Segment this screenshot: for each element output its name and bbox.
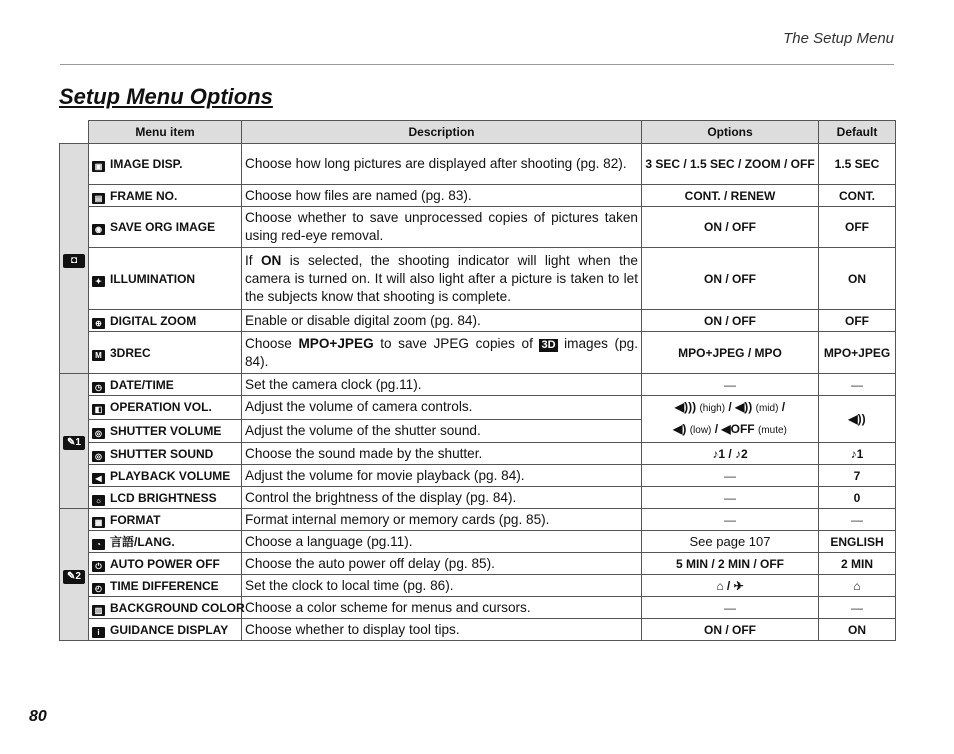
table-row <box>60 619 896 641</box>
description: Enable or disable digital zoom (pg. 84). <box>242 310 642 332</box>
group-wrench-2 <box>60 509 89 641</box>
running-title: The Setup Menu <box>783 30 894 47</box>
table-row <box>60 207 896 248</box>
group-camera <box>60 144 89 374</box>
description: Format internal memory or memory cards (pg. 85). <box>242 509 642 531</box>
table-row <box>60 531 896 553</box>
background-color-icon: ▥ <box>92 605 105 616</box>
table-row <box>60 465 896 487</box>
format-icon: ▦ <box>92 517 105 528</box>
lcd-brightness-icon: ☼ <box>92 495 105 506</box>
header-rule <box>60 64 894 65</box>
table-row <box>60 396 896 420</box>
options: ♪1 / ♪2 <box>642 443 819 465</box>
options: See page 107 <box>642 531 819 553</box>
menu-item-label: SAVE ORG IMAGE <box>110 220 216 234</box>
volume-options: ◀))) (high) / ◀)) (mid) / ◀) (low) / ◀OFF (mute) <box>642 396 819 443</box>
image-disp-icon: ▣ <box>92 161 105 172</box>
description: Adjust the volume for movie playback (pg. 84). <box>242 465 642 487</box>
menu-item-label: ILLUMINATION <box>110 271 196 286</box>
default: — <box>819 509 896 531</box>
default: CONT. <box>819 185 896 207</box>
description: If ON is selected, the shooting indicator will light when the camera is turned on. It will also light after a picture is taken to let the subjects know that shooting is complete. <box>242 248 642 310</box>
corner-cell <box>60 121 89 144</box>
speaker-high-icon: ◀))) <box>674 400 697 414</box>
speaker-off-icon: ◀ <box>721 422 731 436</box>
table-row <box>60 310 896 332</box>
description: Choose a language (pg.11). <box>242 531 642 553</box>
description: Choose whether to display tool tips. <box>242 619 642 641</box>
3d-badge: 3D <box>541 338 556 351</box>
menu-item-label: 言語/LANG. <box>110 534 175 549</box>
group-wrench-1 <box>60 374 89 509</box>
table-row <box>60 509 896 531</box>
camera-icon: ◘ <box>63 254 85 268</box>
options: ON / OFF <box>642 207 819 248</box>
shutter-sound-icon: ◎ <box>92 451 105 462</box>
menu-item-label: IMAGE DISP. <box>110 157 183 171</box>
table-row <box>60 443 896 465</box>
description: Choose MPO+JPEG to save JPEG copies of 3D images (pg. 84). <box>242 332 642 374</box>
illumination-icon: ✦ <box>92 276 105 287</box>
shutter-volume-icon: ◎ <box>92 428 105 439</box>
table-row <box>60 597 896 619</box>
auto-power-off-icon: ⏻ <box>92 561 105 572</box>
table-row <box>60 144 896 185</box>
options: MPO+JPEG / MPO <box>642 332 819 374</box>
col-header-options: Options <box>642 121 819 144</box>
description: Choose whether to save unprocessed copies of pictures taken using red-eye removal. <box>242 207 642 248</box>
default: ON <box>819 619 896 641</box>
description: Choose a color scheme for menus and cursors. <box>242 597 642 619</box>
menu-item-label: FORMAT <box>110 512 161 527</box>
default: OFF <box>819 310 896 332</box>
options: 5 MIN / 2 MIN / OFF <box>642 553 819 575</box>
menu-item-label: DIGITAL ZOOM <box>110 313 197 328</box>
menu-item-label: GUIDANCE DISPLAY <box>110 622 229 637</box>
page-title: Setup Menu Options <box>59 84 273 109</box>
col-header-description: Description <box>242 121 642 144</box>
wrench-2-icon: ✎2 <box>63 570 85 584</box>
page-number: 80 <box>29 708 47 725</box>
description: Control the brightness of the display (pg. 84). <box>242 487 642 509</box>
digital-zoom-icon: ⊕ <box>92 318 105 329</box>
language-icon: ◔ <box>92 539 105 550</box>
options: — <box>642 374 819 396</box>
menu-item-label: FRAME NO. <box>110 188 178 203</box>
mpo-icon: M <box>92 350 105 361</box>
menu-item-label: AUTO POWER OFF <box>110 556 220 571</box>
menu-item-label: SHUTTER VOLUME <box>110 423 222 438</box>
menu-item-label: SHUTTER SOUND <box>110 446 214 461</box>
options: ON / OFF <box>642 248 819 310</box>
menu-item-label: 3DREC <box>110 345 151 360</box>
options: ON / OFF <box>642 619 819 641</box>
table-row <box>60 553 896 575</box>
table-row <box>60 374 896 396</box>
col-header-default: Default <box>819 121 896 144</box>
table-row <box>60 487 896 509</box>
default: 2 MIN <box>819 553 896 575</box>
description: Adjust the volume of the shutter sound. <box>242 419 642 443</box>
default: — <box>819 374 896 396</box>
description: Choose how long pictures are displayed after shooting (pg. 82). <box>242 144 642 185</box>
options: — <box>642 465 819 487</box>
speaker-mid-icon: ◀)) <box>848 412 866 426</box>
options: ⌂ / ✈ <box>642 575 819 597</box>
table-row <box>60 332 896 374</box>
menu-item-label: DATE/TIME <box>110 377 174 392</box>
operation-vol-icon: ◧ <box>92 404 105 415</box>
default: OFF <box>819 207 896 248</box>
default: ENGLISH <box>819 531 896 553</box>
default: ⌂ <box>819 575 896 597</box>
setup-options-table <box>59 120 896 641</box>
options: — <box>642 597 819 619</box>
speaker-low-icon: ◀) <box>673 422 687 436</box>
frame-no-icon: ▤ <box>92 193 105 204</box>
clock-icon: ◷ <box>92 382 105 393</box>
options: 3 SEC / 1.5 SEC / ZOOM / OFF <box>642 144 819 185</box>
eye-icon: ◉ <box>92 224 105 235</box>
description: Choose the sound made by the shutter. <box>242 443 642 465</box>
table-row <box>60 185 896 207</box>
default: 1.5 SEC <box>819 144 896 185</box>
description: Set the clock to local time (pg. 86). <box>242 575 642 597</box>
default: ♪1 <box>819 443 896 465</box>
time-difference-icon: ◴ <box>92 583 105 594</box>
options: ON / OFF <box>642 310 819 332</box>
default <box>819 396 896 443</box>
description: Set the camera clock (pg.11). <box>242 374 642 396</box>
options: CONT. / RENEW <box>642 185 819 207</box>
default: 7 <box>819 465 896 487</box>
description: Choose how files are named (pg. 83). <box>242 185 642 207</box>
table-row <box>60 575 896 597</box>
options: — <box>642 509 819 531</box>
menu-item-label: LCD BRIGHTNESS <box>110 490 217 505</box>
menu-item-label: OPERATION VOL. <box>110 400 212 415</box>
wrench-1-icon: ✎1 <box>63 436 85 450</box>
col-header-menu-item: Menu item <box>89 121 242 144</box>
default: 0 <box>819 487 896 509</box>
description: Choose the auto power off delay (pg. 85). <box>242 553 642 575</box>
default: MPO+JPEG <box>819 332 896 374</box>
description: Adjust the volume of camera controls. <box>242 396 642 420</box>
table-row <box>60 248 896 310</box>
guidance-display-icon: i <box>92 627 105 638</box>
playback-volume-icon: ◀ <box>92 473 105 484</box>
speaker-mid-icon: ◀)) <box>735 400 753 414</box>
options: — <box>642 487 819 509</box>
menu-item-label: BACKGROUND COLOR <box>110 600 245 615</box>
default: — <box>819 597 896 619</box>
menu-item-label: TIME DIFFERENCE <box>110 578 219 593</box>
default: ON <box>819 248 896 310</box>
menu-item-label: PLAYBACK VOLUME <box>110 468 231 483</box>
